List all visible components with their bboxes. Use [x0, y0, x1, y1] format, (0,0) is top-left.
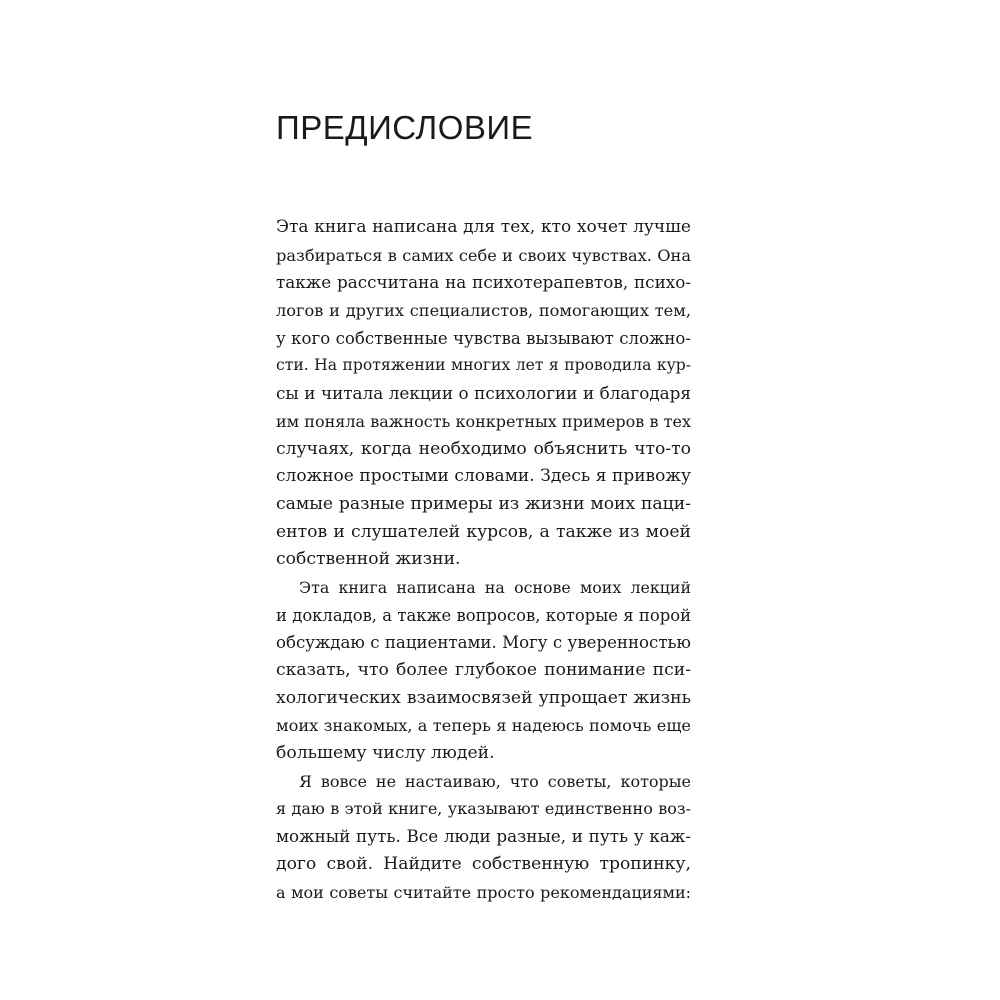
- text-line: им поняла важность конкретных примеров в тех: [276, 411, 691, 431]
- text-line: Я вовсе не настаиваю, что советы, которые: [299, 771, 691, 791]
- text-line: дого свой. Найдите собственную тропинку,: [276, 853, 691, 874]
- text-line: разбираться в самих себе и своих чувствах. Она: [276, 245, 691, 265]
- text-line: собственной жизни.: [276, 549, 461, 570]
- text-line: моих знакомых, а теперь я надеюсь помочь еще: [276, 716, 691, 736]
- text-line: хологических взаимосвязей упрощает жизнь: [276, 687, 691, 708]
- text-line: ентов и слушателей курсов, а также из моей: [276, 521, 691, 542]
- paragraph-2: [276, 574, 691, 768]
- text-line: также рассчитана на психотерапевтов, психо-: [276, 272, 691, 293]
- paragraph-3: [276, 768, 691, 906]
- text-line: я даю в этой книге, указывают единственно воз-: [276, 799, 691, 819]
- page-title: ПРЕДИСЛОВИЕ: [276, 109, 534, 146]
- text-line: логов и других специалистов, помогающих тем,: [276, 301, 691, 321]
- text-line: сы и читала лекции о психологии и благодаря: [276, 383, 691, 404]
- text-line: можный путь. Все люди разные, и путь у каж-: [276, 826, 691, 847]
- text-line: а мои советы считайте просто рекомендациями:: [276, 882, 691, 902]
- text-line: сказать, что более глубокое понимание пси-: [276, 660, 691, 680]
- text-line: и докладов, а также вопросов, которые я порой: [276, 605, 691, 625]
- text-line: Эта книга написана на основе моих лекций: [299, 577, 691, 597]
- text-line: сти. На протяжении многих лет я проводила кур-: [276, 356, 691, 375]
- text-line: Эта книга написана для тех, кто хочет лучше: [276, 217, 691, 237]
- paragraph-1: [276, 214, 691, 574]
- text-line: случаях, когда необходимо объяснить что-то: [276, 438, 691, 459]
- text-line: самые разные примеры из жизни моих паци-: [276, 493, 691, 514]
- text-line: обсуждаю с пациентами. Могу с уверенностью: [276, 633, 691, 653]
- body-text: [276, 214, 691, 906]
- text-line: сложное простыми словами. Здесь я привожу: [276, 466, 691, 487]
- text-line: у кого собственные чувства вызывают сложно-: [276, 328, 691, 348]
- text-line: большему числу людей.: [276, 743, 495, 764]
